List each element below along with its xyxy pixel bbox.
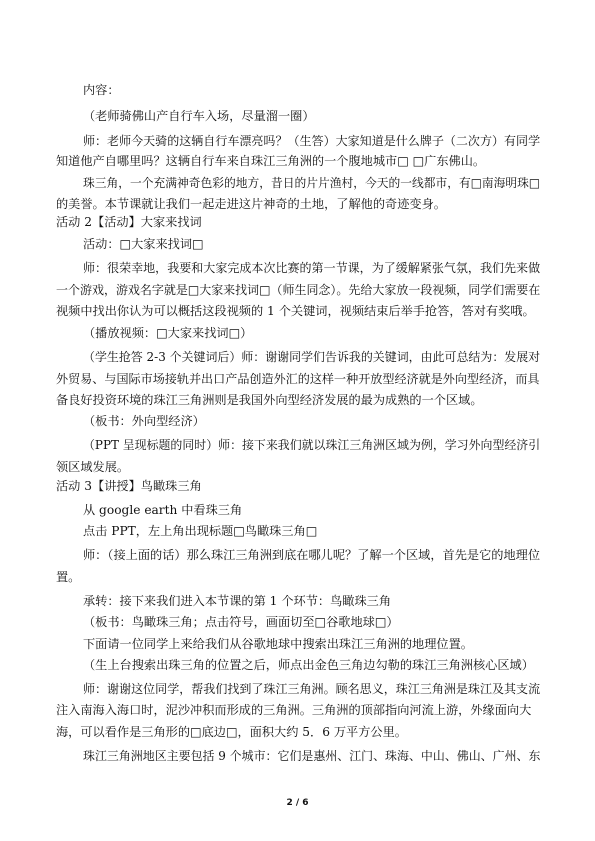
paragraph-line: 置。 xyxy=(56,570,81,584)
paragraph-line: 的美誉。本节课就让我们一起走进这片神奇的土地，了解他的奇迹变身。 xyxy=(56,197,446,211)
paragraph-line: （板书：鸟瞰珠三角；点击符号，画面切至□谷歌地球□） xyxy=(83,615,399,629)
paragraph-line: 师：很荣幸地，我要和大家完成本次比赛的第一节课，为了缓解紧张气氛，我们先来做 xyxy=(83,261,541,275)
paragraph-line: 海，可以看作是三角形的□底边□，面积大约 5．6 万平方公里。 xyxy=(56,725,407,739)
paragraph-line: （生上台搜索出珠三角的位置之后，师点出金色三角边勾勒的珠江三角洲核心区域） xyxy=(83,658,534,672)
paragraph-line: 下面请一位同学上来给我们从谷歌地球中搜索出珠江三角洲的地理位置。 xyxy=(83,637,473,651)
page-number: 2 / 6 xyxy=(286,798,309,808)
paragraph-line: 领区域发展。 xyxy=(56,460,130,474)
paragraph-line: 知道他产自哪里吗？这辆自行车来自珠江三角洲的一个腹地城市□ □广东佛山。 xyxy=(56,154,486,168)
paragraph-line: 一个游戏，游戏名字就是□大家来找词□（师生同念）。先给大家放一段视频，同学们需要在 xyxy=(56,283,541,297)
paragraph-line: 从 google earth 中看珠三角 xyxy=(83,503,243,517)
paragraph-line: （PPT 呈现标题的同时）师：接下来我们就以珠江三角洲区域为例，学习外向型经济引 xyxy=(83,438,541,452)
paragraph-line: 外贸易、与国际市场接轨并出口产品创造外汇的这样一种开放型经济就是外向型经济，而具 xyxy=(56,372,540,386)
paragraph-line: 视频中找出你认为可以概括这段视频的 1 个关键词，视频结束后举手抢答，答对有奖哦。 xyxy=(56,304,535,318)
paragraph-line: 活动：□大家来找词□ xyxy=(83,237,204,251)
paragraph-line: 注入南海入海口时，泥沙冲积而形成的三角洲。三角洲的顶部指向河流上游，外缘面向大 xyxy=(56,703,532,717)
activity-2-heading: 活动 2【活动】大家来找词 xyxy=(56,215,202,229)
section-content-label: 内容： xyxy=(83,83,120,97)
paragraph-line: （板书：外向型经济） xyxy=(83,414,205,428)
paragraph-line: 师：老师今天骑的这辆自行车漂亮吗？（生答）大家知道是什么牌子（二次方）有同学 xyxy=(83,134,541,148)
paragraph-line: （学生抢答 2-3 个关键词后）师：谢谢同学们告诉我的关键词，由此可总结为：发展对 xyxy=(83,350,541,364)
paragraph-line: 珠三角，一个充满神奇色彩的地方，昔日的片片渔村，今天的一线都市，有□南海明珠□ xyxy=(83,176,540,190)
paragraph-line: 备良好投资环境的珠江三角洲则是我国外向型经济发展的最为成熟的一个区域。 xyxy=(56,393,483,407)
paragraph-line: 师：（接上面的话）那么珠江三角洲到底在哪儿呢？了解一个区域，首先是它的地理位 xyxy=(83,548,541,562)
paragraph-line: （播放视频：□大家来找词□） xyxy=(83,326,253,340)
stage-direction-bike: （老师骑佛山产自行车入场，尽量溜一圈） xyxy=(83,109,315,123)
paragraph-line: 师：谢谢这位同学，帮我们找到了珠江三角洲。顾名思义，珠江三角洲是珠江及其支流 xyxy=(83,682,541,696)
paragraph-line: 珠江三角洲地区主要包括 9 个城市：它们是惠州、江门、珠海、中山、佛山、广州、东 xyxy=(83,749,541,763)
paragraph-line: 承转：接下来我们进入本节课的第 1 个环节：鸟瞰珠三角 xyxy=(83,594,392,608)
paragraph-line: 点击 PPT，左上角出现标题□鸟瞰珠三角□ xyxy=(83,524,318,538)
activity-3-heading: 活动 3【讲授】鸟瞰珠三角 xyxy=(56,479,202,493)
